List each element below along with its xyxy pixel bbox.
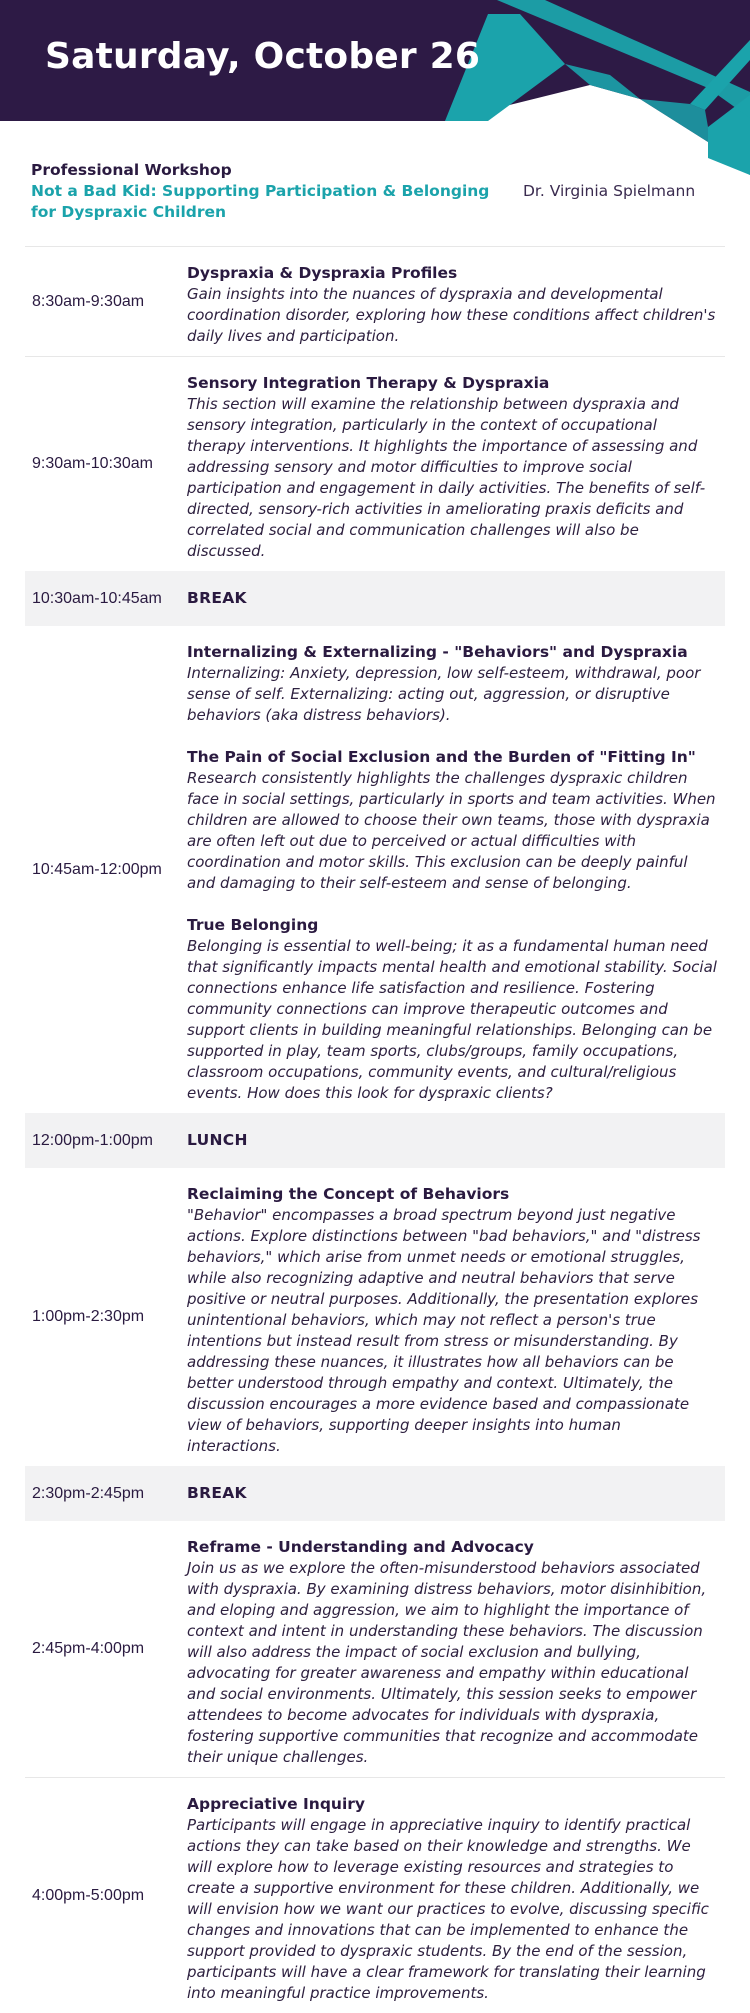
break-row (25, 571, 725, 626)
session-description: "Behavior" encompasses a broad spectrum beyond just negative actions. Explore distinctions between "bad behaviors," and "distress behaviors," which arise from unmet needs or emotional struggles, while also recognizing adaptive and neutral behaviors that serve positive or neutral purposes. Additionally, the presentation explores unintentional behaviors, which may not reflect a person's true intentions but instead result from stress or misunderstanding. By addressing these nuances, it illustrates how all behaviors can be better understood through empathy and context. Ultimately, the discussion encourages a more evidence based and compassionate view of behaviors, supporting deeper insights into human interactions. (187, 1206, 701, 1455)
session (187, 1794, 719, 2004)
session-title: Internalizing & Externalizing - "Behaviors" and Dyspraxia (187, 643, 688, 661)
session-description: Gain insights into the nuances of dyspraxia and developmental coordination disorder, exploring how these conditions affect children's daily lives and participation. (187, 285, 716, 345)
time-slot: 2:30pm-2:45pm (32, 1484, 145, 1502)
session (187, 263, 719, 347)
page-title: Saturday, October 26 (45, 36, 481, 77)
time-slot: 10:30am-10:45am (32, 589, 162, 607)
workshop-info (31, 160, 731, 223)
session (187, 642, 719, 726)
session-description: This section will examine the relationship between dyspraxia and sensory integration, particularly in the context of occupational therapy interventions. It highlights the importance of assessing and addressing sensory and motor difficulties to improve social participation and engagement in daily activities. The benefits of self-directed, sensory-rich activities in ameliorating praxis deficits and correlated social and communication challenges will also be discussed. (187, 395, 706, 560)
session-description: Internalizing: Anxiety, depression, low self-esteem, withdrawal, poor sense of self. Externalizing: acting out, aggression, or disruptive behaviors (aka distress behaviors). (187, 664, 701, 724)
header-banner-graphic (0, 0, 750, 175)
lunch-label: LUNCH (187, 1131, 248, 1149)
session (187, 747, 719, 894)
schedule-table (25, 246, 725, 2013)
row-content (187, 357, 725, 571)
break-label: BREAK (187, 1484, 247, 1502)
session-title: True Belonging (187, 916, 319, 934)
session-title: Appreciative Inquiry (187, 1795, 366, 1813)
session (187, 1537, 719, 1768)
workshop-title: Not a Bad Kid: Supporting Participation & Belonging for Dyspraxic Children (31, 182, 490, 221)
session-title: The Pain of Social Exclusion and the Burden of "Fitting In" (187, 748, 696, 766)
page-header (0, 0, 750, 175)
break-row (25, 1466, 725, 1521)
workshop-kicker: Professional Workshop (31, 161, 232, 179)
session-title: Reframe - Understanding and Advocacy (187, 1538, 534, 1556)
row-content (187, 1521, 725, 1777)
session (187, 373, 719, 562)
row-content (187, 626, 725, 1113)
break-label: BREAK (187, 589, 247, 607)
schedule-row (25, 1777, 725, 2013)
time-slot: 8:30am-9:30am (32, 292, 145, 310)
lunch-row (25, 1113, 725, 1168)
row-content (187, 1113, 725, 1168)
schedule-row (25, 1521, 725, 1777)
time-slot: 10:45am-12:00pm (32, 860, 162, 878)
time-slot: 1:00pm-2:30pm (32, 1308, 145, 1325)
time-slot: 12:00pm-1:00pm (32, 1131, 153, 1149)
workshop-presenter: Dr. Virginia Spielmann (523, 182, 696, 200)
time-slot: 2:45pm-4:00pm (32, 1640, 145, 1657)
row-content (187, 247, 725, 356)
session-description: Belonging is essential to well-being; it as a fundamental human need that significantly impacts mental health and emotional stability. Social connections enhance life satisfaction and resilience. Fostering community connections can improve therapeutic outcomes and support clients in building meaningful relationships. Belonging can be supported in play, team sports, clubs/groups, family occupations, classroom occupations, community events, and cultural/religious events. How does this look for dyspraxic clients? (187, 937, 717, 1102)
schedule-row (25, 1168, 725, 1466)
schedule-row (25, 626, 725, 1113)
session-title: Reclaiming the Concept of Behaviors (187, 1185, 510, 1203)
session-title: Dyspraxia & Dyspraxia Profiles (187, 264, 458, 282)
time-slot: 4:00pm-5:00pm (32, 1886, 145, 1904)
row-content (187, 1466, 725, 1521)
schedule-row (25, 246, 725, 356)
time-slot: 9:30am-10:30am (32, 455, 153, 472)
session (187, 1184, 719, 1457)
row-content (187, 1778, 725, 2013)
session-description: Join us as we explore the often-misunderstood behaviors associated with dyspraxia. By examining distress behaviors, motor disinhibition, and eloping and aggression, we aim to highlight the importance of context and intent in understanding these behaviors. The discussion will also address the impact of social exclusion and bullying, advocating for greater awareness and empathy within educational and social environments. Ultimately, this session seeks to empower attendees to become advocates for individuals with dyspraxia, fostering supportive communities that recognize and accommodate their unique challenges. (187, 1559, 707, 1766)
session (187, 915, 719, 1104)
schedule-row (25, 356, 725, 571)
row-content (187, 571, 725, 626)
session-description: Research consistently highlights the challenges dyspraxic children face in social settings, particularly in sports and team activities. When children are allowed to choose their own teams, those with dyspraxia are often left out due to perceived or actual difficulties with coordination and motor skills. This exclusion can be deeply painful and damaging to their self-esteem and sense of belonging. (187, 769, 716, 892)
row-content (187, 1168, 725, 1466)
session-description: Participants will engage in appreciative inquiry to identify practical actions they can take based on their knowledge and strengths. We will explore how to leverage existing resources and strategies to create a supportive environment for these children. Additionally, we will envision how we want our practices to evolve, discussing specific changes and innovations that can be implemented to enhance the support provided to dyspraxic students. By the end of the session, participants will have a clear framework for translating their learning into meaningful practice improvements. (187, 1816, 709, 2002)
session-title: Sensory Integration Therapy & Dyspraxia (187, 374, 550, 392)
